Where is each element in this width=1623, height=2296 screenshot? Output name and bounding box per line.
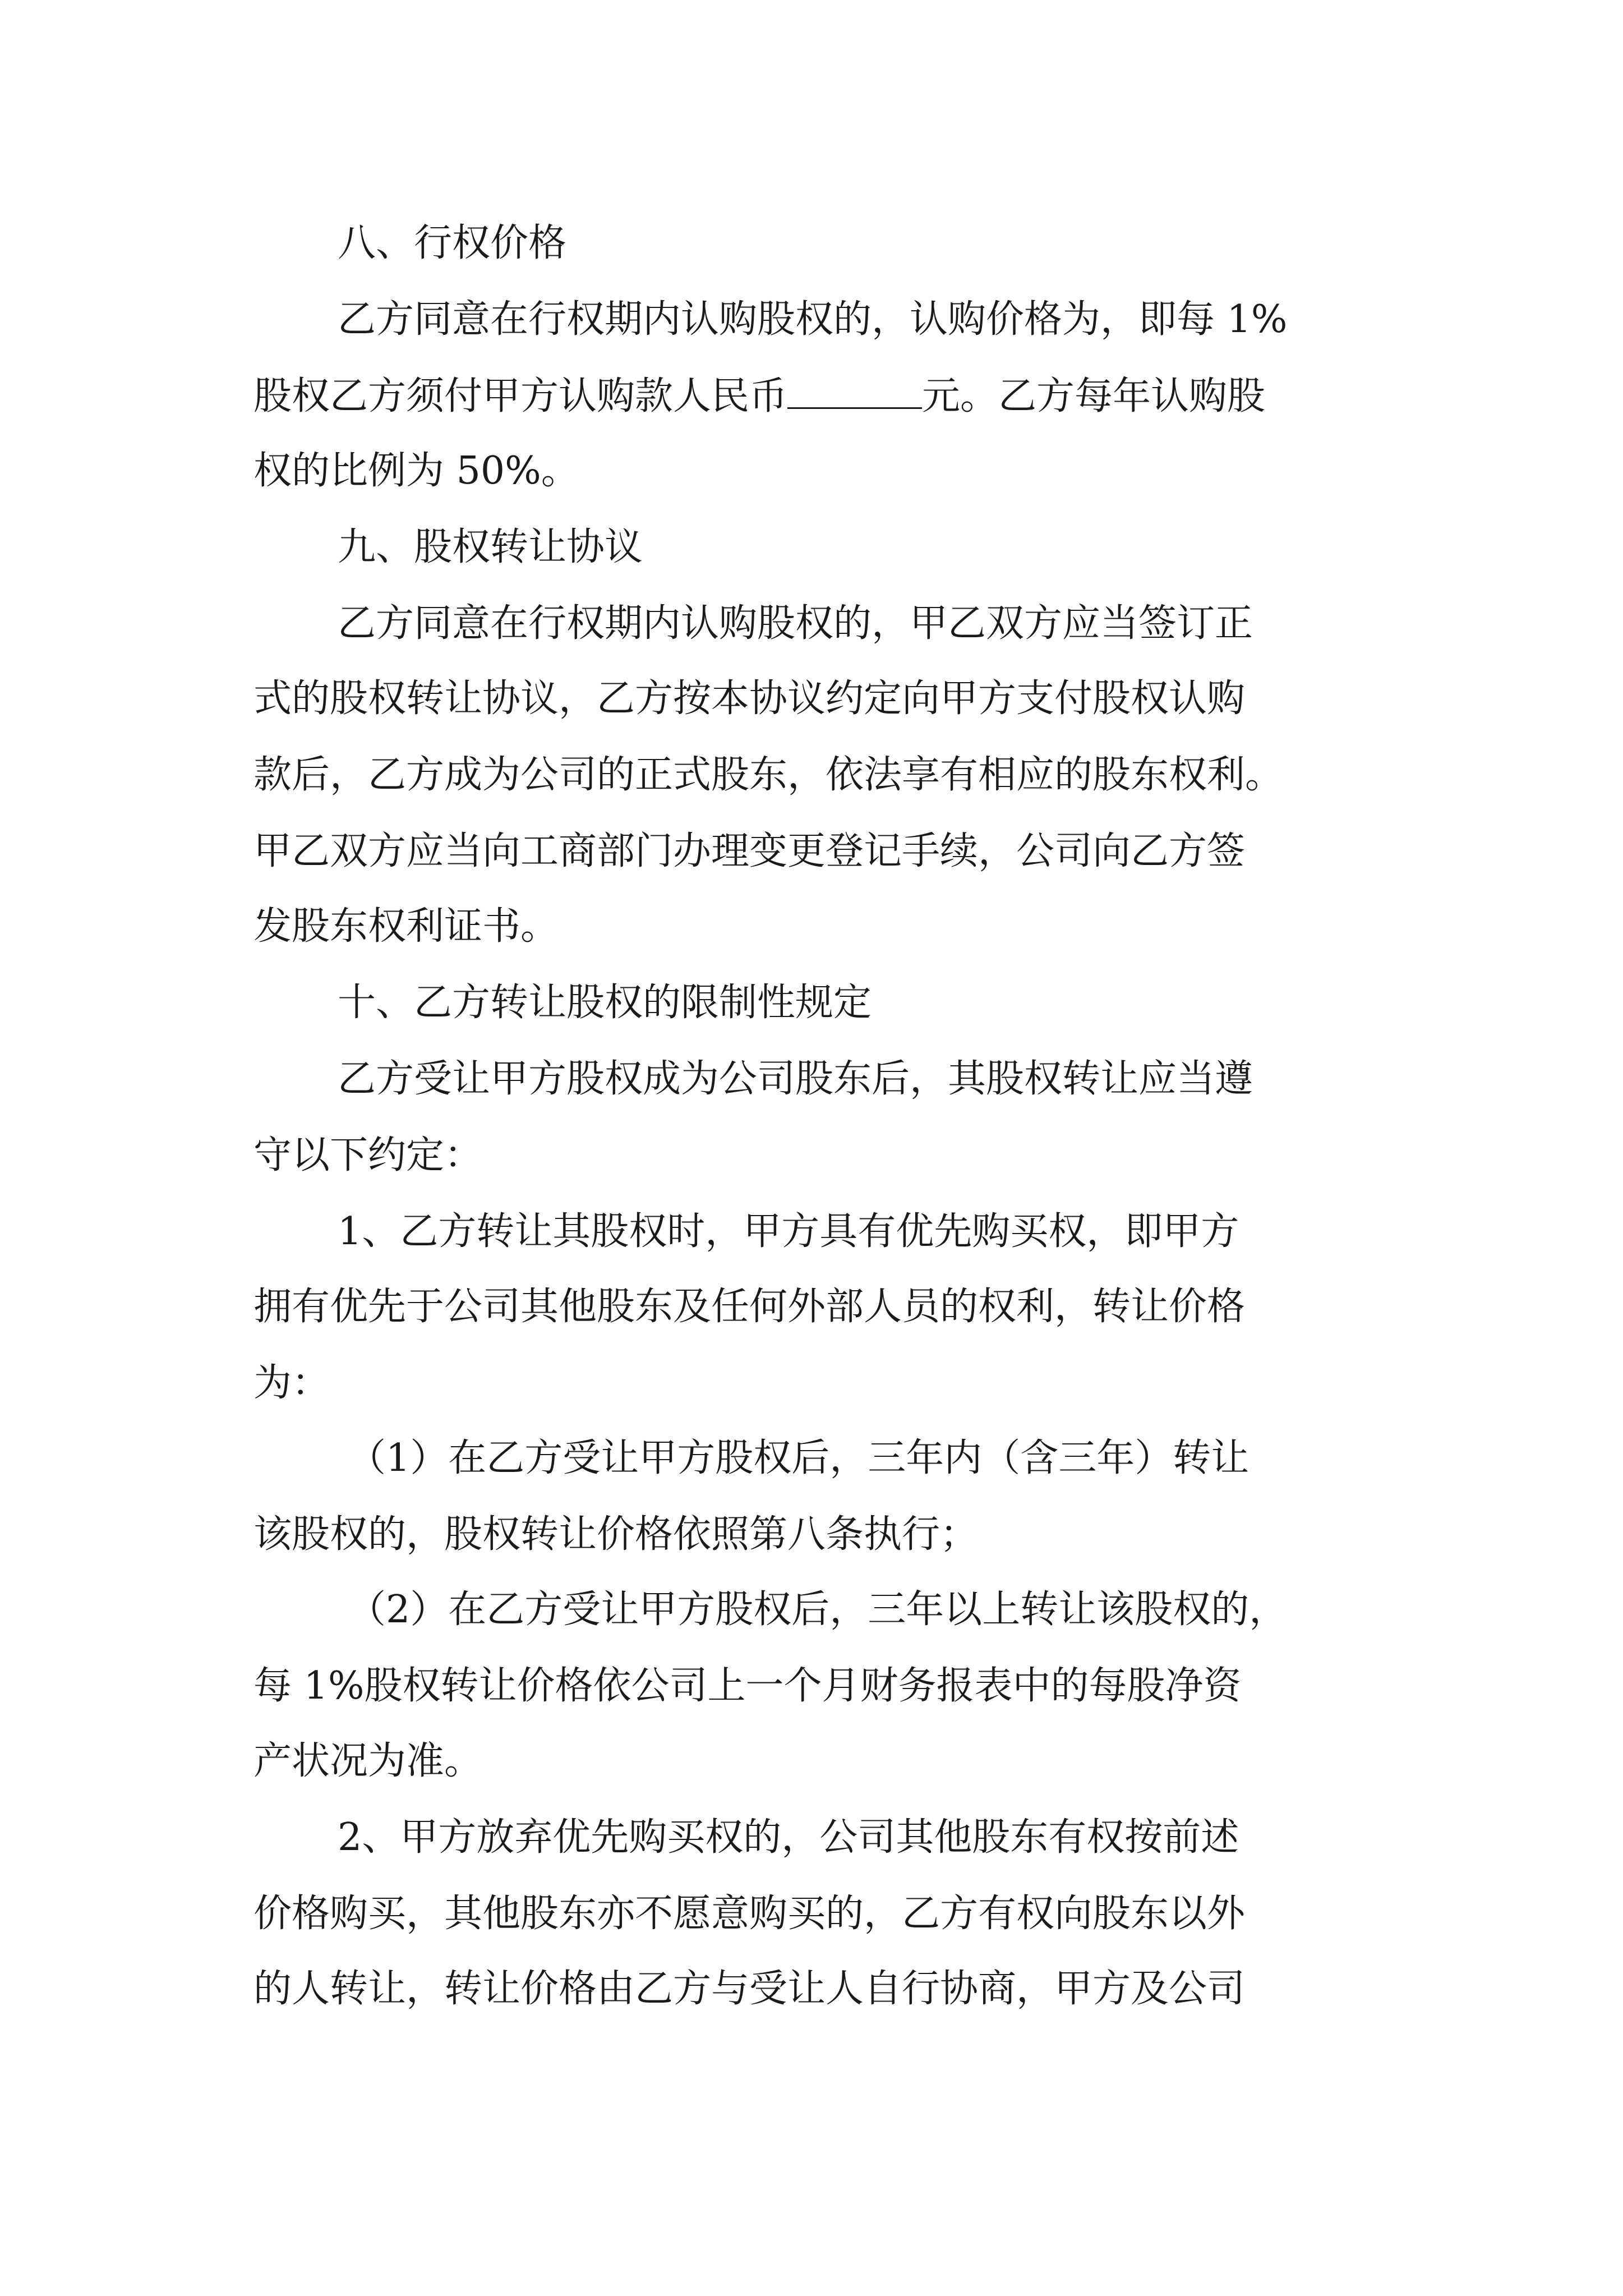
sub-clause-1-line: （1）在乙方受让甲方股权后，三年内（含三年）转让	[348, 1436, 1249, 1480]
section-10-paragraph-line: 守以下约定：	[253, 1133, 483, 1177]
sub-clause-2-line: 每 1%股权转让价格依公司上一个月财务报表中的每股净资	[253, 1664, 1242, 1708]
clause-2-line: 的人转让，转让价格由乙方与受让人自行协商，甲方及公司	[253, 1967, 1246, 2011]
section-9-paragraph-line: 发股东权利证书。	[253, 904, 559, 949]
clause-2-line: 价格购买，其他股东亦不愿意购买的，乙方有权向股东以外	[253, 1892, 1246, 1936]
clause-1-line: 1、乙方转让其股权时，甲方具有优先购买权，即甲方	[338, 1209, 1239, 1254]
section-9-paragraph-line: 乙方同意在行权期内认购股权的，甲乙双方应当签订正	[338, 601, 1253, 646]
section-10-heading: 十、乙方转让股权的限制性规定	[338, 981, 872, 1025]
section-8-paragraph-line	[253, 368, 1265, 424]
sub-clause-2-line: 产状况为准。	[253, 1739, 483, 1783]
sub-clause-2-line: （2）在乙方受让甲方股权后，三年以上转让该股权的，	[348, 1588, 1288, 1632]
clause-2-line: 2、甲方放弃优先购买权的，公司其他股东有权按前述	[338, 1815, 1239, 1860]
section-8-heading: 八、行权价格	[338, 221, 567, 265]
section-9-heading: 九、股权转让协议	[338, 525, 643, 569]
clause-1-line: 拥有优先于公司其他股东及任何外部人员的权利，转让价格	[253, 1285, 1246, 1329]
section-9-paragraph-line: 式的股权转让协议，乙方按本协议约定向甲方支付股权认购	[253, 677, 1246, 721]
section-8-paragraph-line: 权的比例为 50%。	[253, 449, 579, 493]
section-10-paragraph-line: 乙方受让甲方股权成为公司股东后，其股权转让应当遵	[338, 1057, 1253, 1101]
sub-clause-1-line: 该股权的，股权转让价格依照第八条执行；	[253, 1512, 979, 1557]
text-segment: 元。乙方每年认购股	[922, 374, 1266, 418]
amount-blank-field	[787, 368, 922, 409]
section-9-paragraph-line: 甲乙双方应当向工商部门办理变更登记手续，公司向乙方签	[253, 829, 1246, 873]
clause-1-line: 为：	[253, 1361, 330, 1405]
section-8-paragraph-line: 乙方同意在行权期内认购股权的，认购价格为，即每 1%	[338, 297, 1288, 342]
section-9-paragraph-line: 款后，乙方成为公司的正式股东，依法享有相应的股东权利。	[253, 753, 1284, 797]
text-segment: 股权乙方须付甲方认购款人民币	[253, 374, 788, 418]
